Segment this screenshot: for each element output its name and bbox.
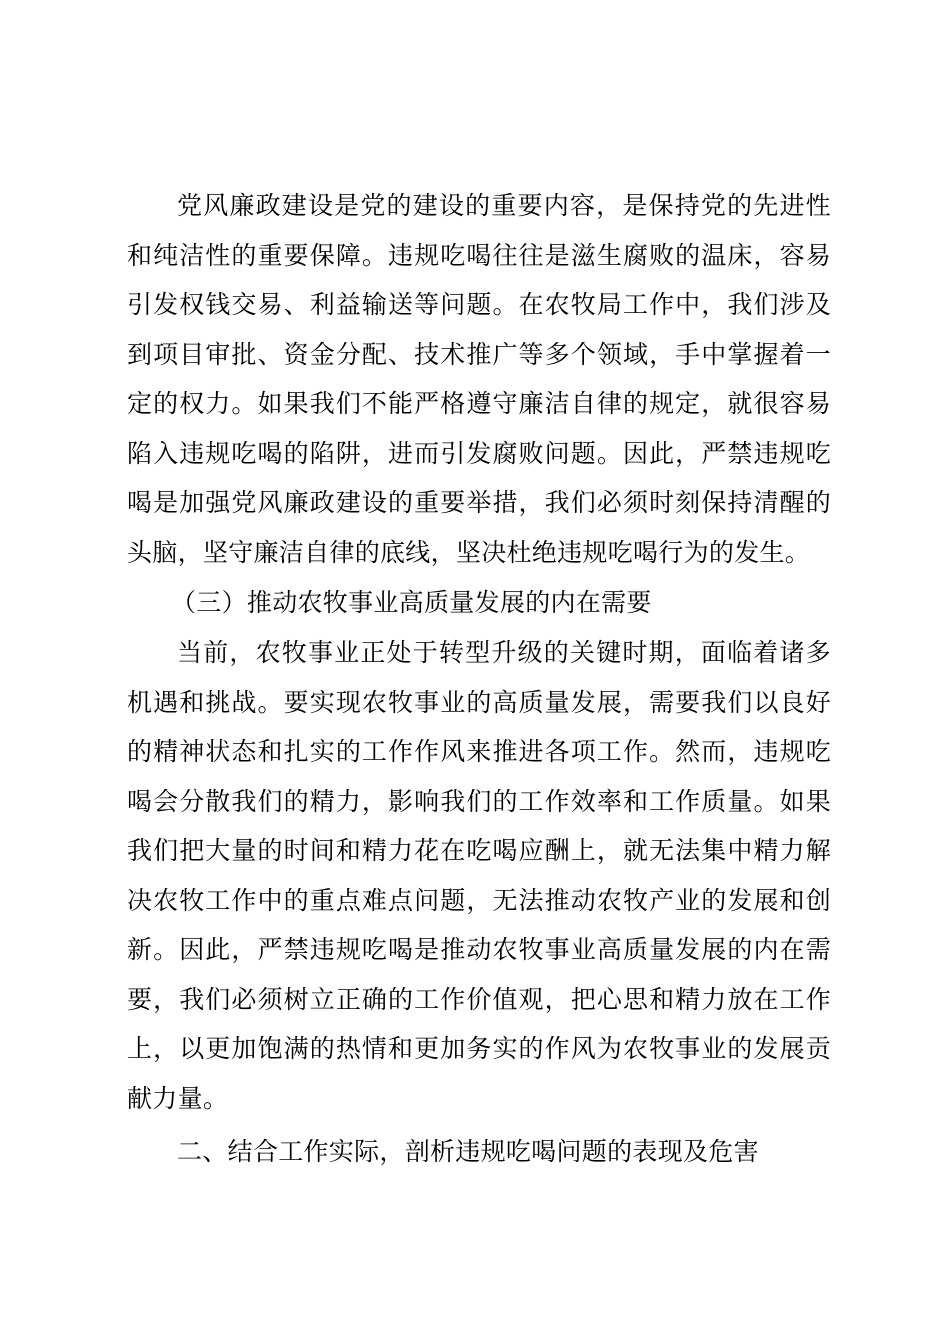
text-line: 新。因此，严禁违规吃喝是推动农牧事业高质量发展的内在需 [127,935,831,964]
text-line: 和纯洁性的重要保障。违规吃喝往往是滋生腐败的温床，容易 [127,240,831,270]
subheading-text: （三）推动农牧事业高质量发展的内在需要 [171,588,652,617]
section-heading-two [127,1127,831,1177]
subheading-three [127,578,831,628]
text-line: 到项目审批、资金分配、技术推广等多个领域，手中掌握着一 [127,339,831,369]
text-line: 决农牧工作中的重点难点问题，无法推动农牧产业的发展和创 [127,885,831,915]
text-line: 机遇和挑战。要实现农牧事业的高质量发展，需要我们以良好 [127,687,831,717]
paragraph-high-quality-development [127,628,831,1123]
text-line: 上，以更加饱满的热情和更加务实的作风为农牧事业的发展贡 [127,1034,831,1063]
text-line: 喝是加强党风廉政建设的重要举措，我们必须时刻保持清醒的 [127,488,831,517]
text-line: 的精神状态和扎实的工作作风来推进各项工作。然而，违规吃 [127,737,831,766]
text-line: 引发权钱交易、利益输送等问题。在农牧局工作中，我们涉及 [127,290,831,319]
text-line: 我们把大量的时间和精力花在吃喝应酬上，就无法集中精力解 [127,836,831,865]
text-line: 喝会分散我们的精力，影响我们的工作效率和工作质量。如果 [127,786,831,816]
text-line: 陷入违规吃喝的陷阱，进而引发腐败问题。因此，严禁违规吃 [127,438,831,468]
section-heading-text: 二、结合工作实际，剖析违规吃喝问题的表现及危害 [177,1137,759,1166]
text-line: 党风廉政建设是党的建设的重要内容，是保持党的先进性 [177,191,831,220]
paragraph-party-conduct [127,181,831,577]
text-line: 献力量。 [127,1083,229,1113]
text-line: 头脑，坚守廉洁自律的底线，坚决杜绝违规吃喝行为的发生。 [127,537,811,567]
text-line: 定的权力。如果我们不能严格遵守廉洁自律的规定，就很容易 [127,389,831,418]
text-line: 当前，农牧事业正处于转型升级的关键时期，面临着诸多 [177,638,831,667]
text-line: 要，我们必须树立正确的工作价值观，把心思和精力放在工作 [127,984,831,1014]
